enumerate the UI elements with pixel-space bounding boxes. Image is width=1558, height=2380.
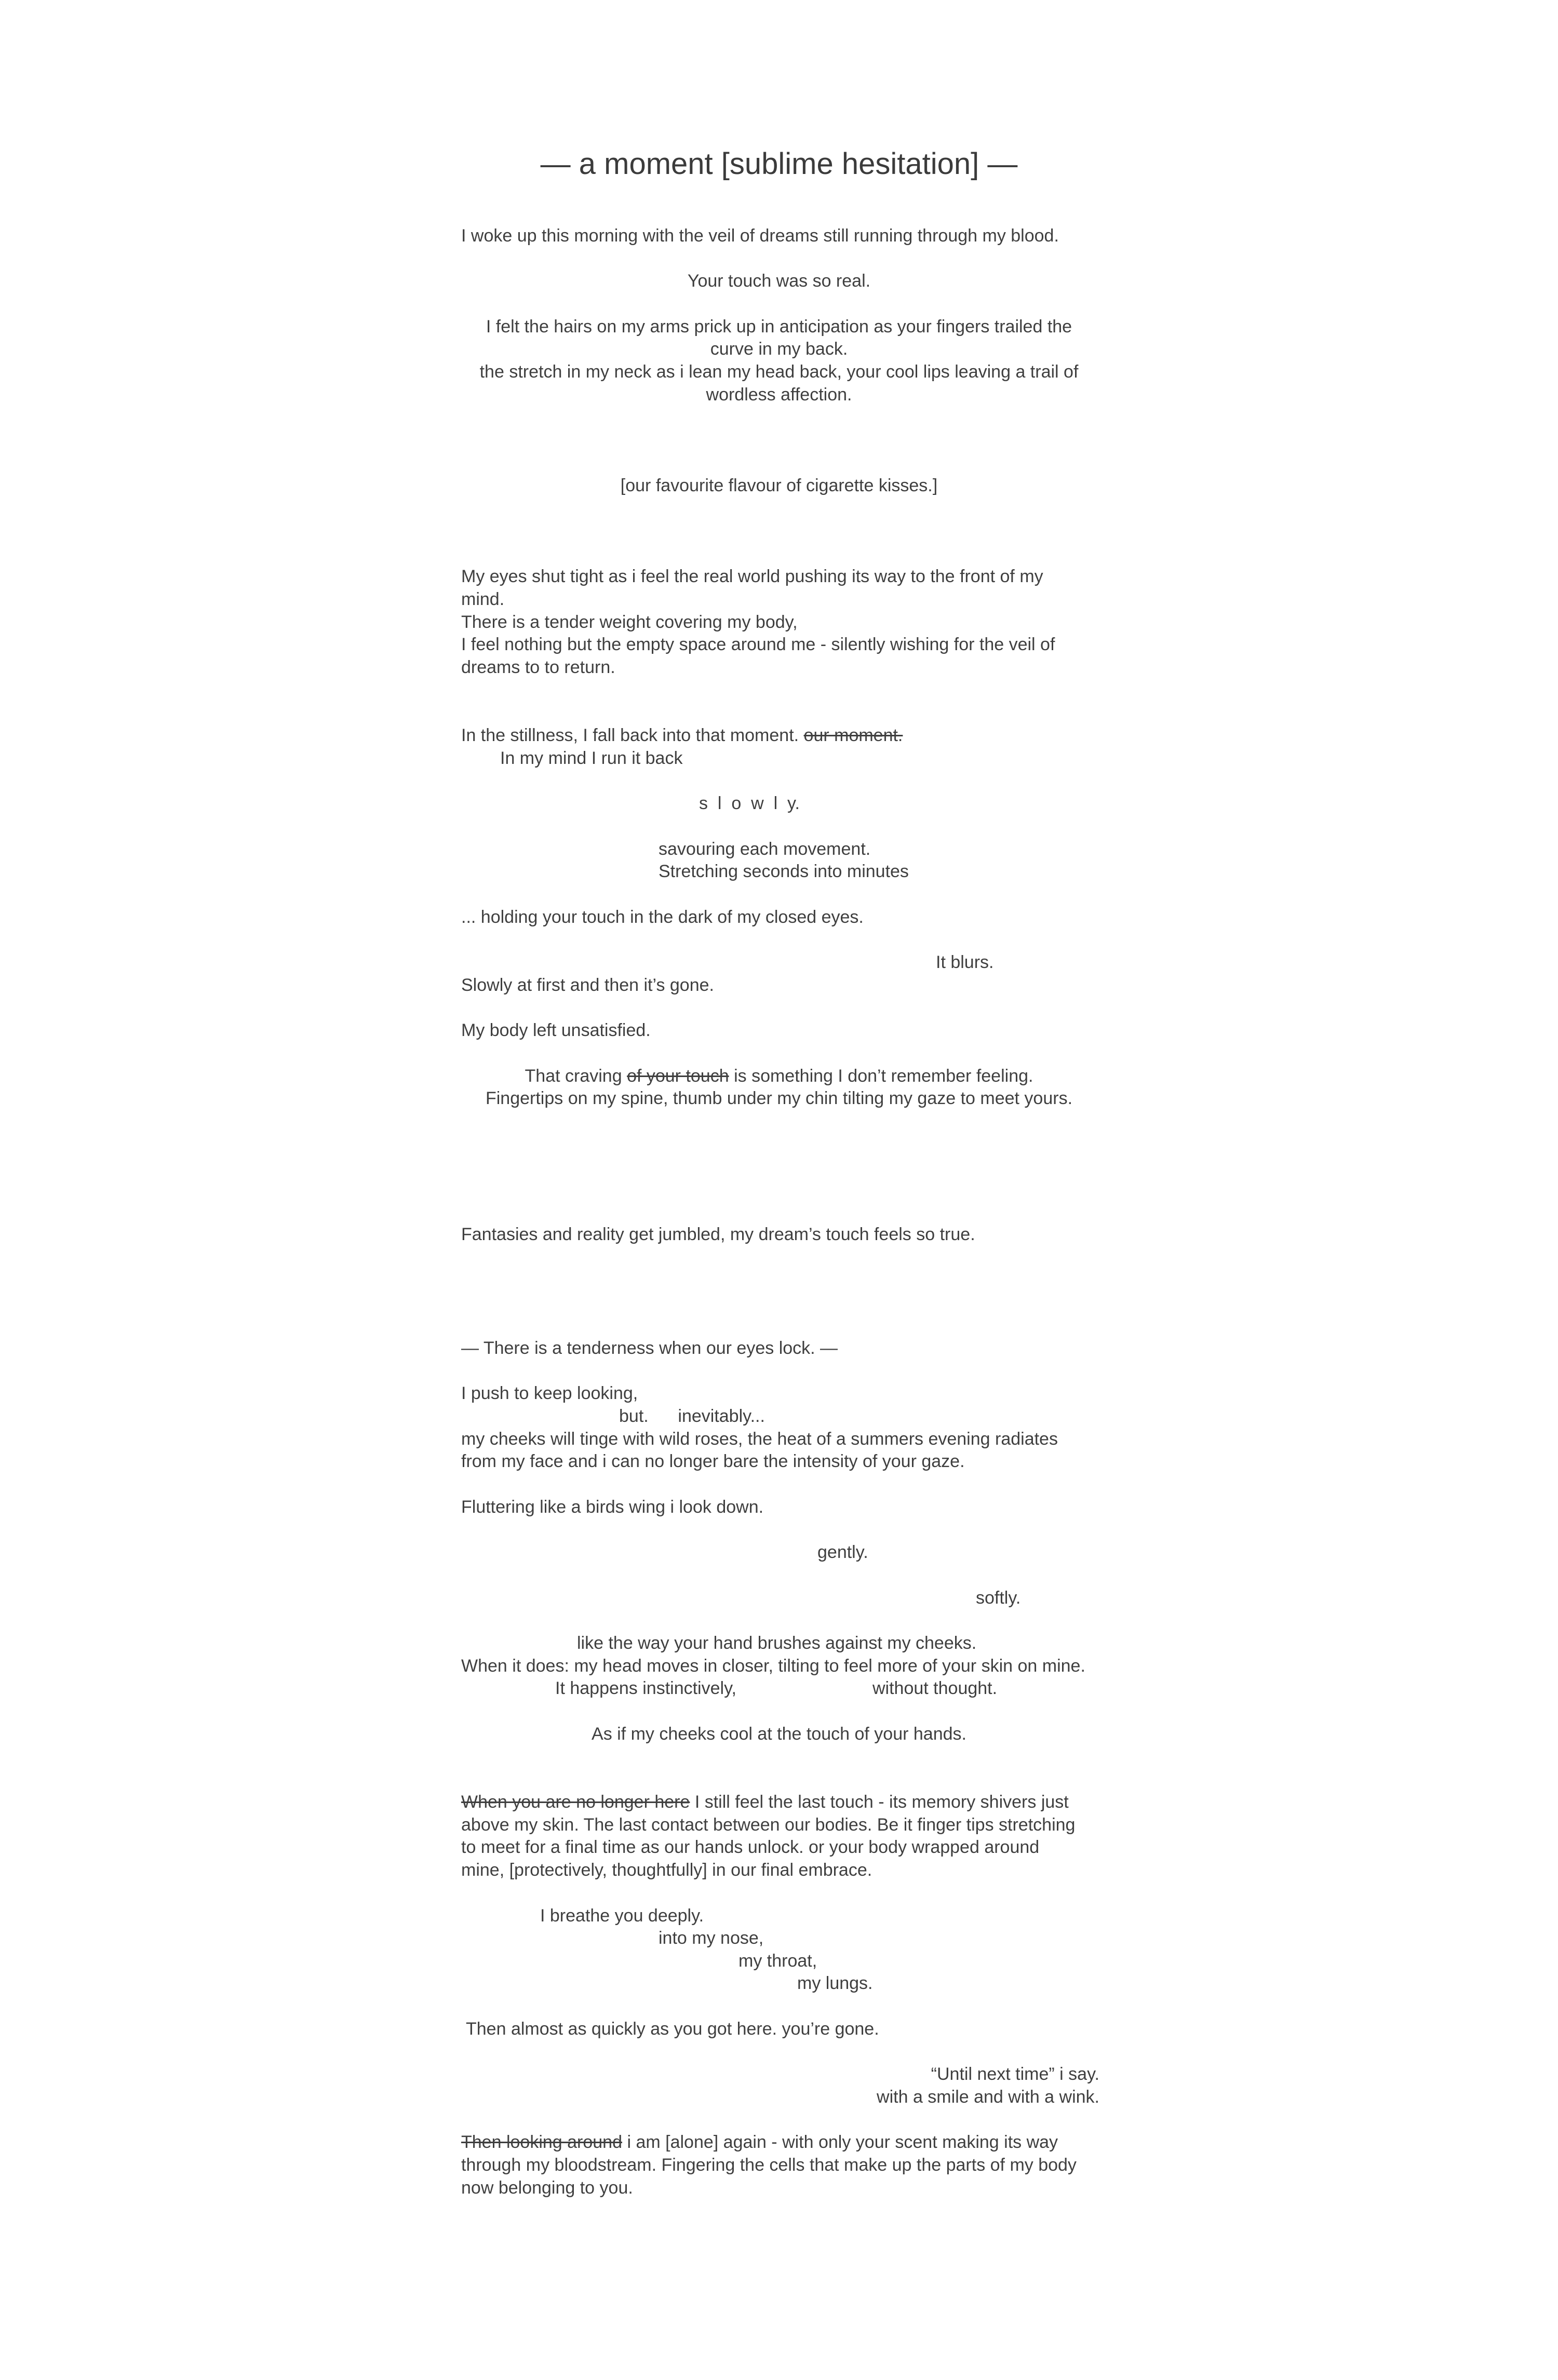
- struck-text: our moment.: [803, 725, 903, 745]
- poem-line: I push to keep looking,: [461, 1383, 638, 1403]
- poem-line: above my skin. The last contact between our bodies. Be it finger tips stretching: [461, 1815, 1076, 1835]
- poem-line: I woke up this morning with the veil of dreams still running through my blood.: [461, 226, 1059, 246]
- poem-text: i am [alone] again - with only your scent making its way: [622, 2132, 1058, 2152]
- poem-line: Stretching seconds into minutes: [659, 862, 909, 881]
- poem-line: Fingertips on my spine, thumb under my chin tilting my gaze to meet yours.: [485, 1088, 1073, 1108]
- poem-line: “Until next time” i say.: [931, 2064, 1099, 2084]
- poem-text: is something I don’t remember feeling.: [729, 1066, 1033, 1086]
- poem-line: but. inevitably...: [619, 1406, 765, 1426]
- poem-line: my throat,: [738, 1951, 817, 1971]
- poem-line: [our favourite flavour of cigarette kisses.]: [620, 476, 938, 495]
- poem-line: In my mind I run it back: [500, 748, 683, 768]
- poem-line: ... holding your touch in the dark of my closed eyes.: [461, 907, 864, 927]
- poem-line: [461, 1065, 1097, 1087]
- poem-line: Fantasies and reality get jumbled, my dream’s touch feels so true.: [461, 1225, 975, 1244]
- poem-line: without thought.: [872, 1678, 998, 1698]
- poem-title: — a moment [sublime hesitation] —: [540, 147, 1018, 181]
- poem-line: now belonging to you.: [461, 2178, 633, 2198]
- poem-line: Your touch was so real.: [687, 271, 871, 291]
- poem-line: mind.: [461, 589, 505, 609]
- poem-text: In the stillness, I fall back into that moment.: [461, 725, 804, 745]
- poem-line: I breathe you deeply.: [540, 1906, 704, 1926]
- poem-line: When it does: my head moves in closer, tilting to feel more of your skin on mine.: [461, 1656, 1085, 1676]
- poem-line: It blurs.: [936, 952, 994, 972]
- poem-line: My eyes shut tight as i feel the real world pushing its way to the front of my: [461, 567, 1043, 586]
- poem-text: That craving: [525, 1066, 627, 1086]
- poem-line: dreams to to return.: [461, 657, 615, 677]
- poem-line: Then almost as quickly as you got here. you’re gone.: [466, 2019, 879, 2039]
- poem-line: As if my cheeks cool at the touch of your hands.: [592, 1724, 966, 1744]
- poem-line: — There is a tenderness when our eyes lock. —: [461, 1338, 838, 1358]
- poem-line: with a smile and with a wink.: [877, 2087, 1099, 2107]
- poem-line: my cheeks will tinge with wild roses, the heat of a summers evening radiates: [461, 1429, 1058, 1449]
- poem-line: to meet for a final time as our hands unlock. or your body wrapped around: [461, 1837, 1040, 1857]
- poem-line: into my nose,: [659, 1928, 764, 1948]
- struck-text: Then looking around: [461, 2132, 623, 2152]
- poem-text: I still feel the last touch - its memory shivers just: [690, 1792, 1069, 1812]
- poem-line: from my face and i can no longer bare the intensity of your gaze.: [461, 1451, 965, 1471]
- struck-text: of your touch: [627, 1066, 729, 1086]
- poem-line: s l o w l y.: [699, 794, 800, 813]
- poem-line: My body left unsatisfied.: [461, 1020, 651, 1040]
- poem-line: wordless affection.: [706, 385, 852, 405]
- poem-line: through my bloodstream. Fingering the cells that make up the parts of my body: [461, 2155, 1077, 2175]
- poem-line: It happens instinctively,: [555, 1678, 736, 1698]
- poem-line: softly.: [976, 1588, 1021, 1608]
- poem-line: my lungs.: [797, 1973, 873, 1993]
- poem-line: [461, 724, 903, 747]
- poem-line: I feel nothing but the empty space around me - silently wishing for the veil of: [461, 635, 1055, 654]
- poem-line: curve in my back.: [710, 339, 848, 359]
- poem-line: gently.: [817, 1542, 868, 1562]
- poem-line: like the way your hand brushes against my cheeks.: [577, 1633, 977, 1653]
- poem-line: the stretch in my neck as i lean my head back, your cool lips leaving a trail of: [479, 362, 1079, 382]
- poem-line: Slowly at first and then it’s gone.: [461, 975, 714, 995]
- poem-line: [461, 2131, 1058, 2154]
- poem-line: I felt the hairs on my arms prick up in anticipation as your fingers trailed the: [486, 317, 1072, 337]
- poem-line: Fluttering like a birds wing i look down.: [461, 1497, 764, 1517]
- poem-line: There is a tender weight covering my body,: [461, 612, 798, 632]
- poem-line: mine, [protectively, thoughtfully] in our final embrace.: [461, 1860, 872, 1880]
- poem-line: savouring each movement.: [659, 839, 871, 859]
- poem-line: [461, 1791, 1069, 1813]
- struck-text: When you are no longer here: [461, 1792, 690, 1812]
